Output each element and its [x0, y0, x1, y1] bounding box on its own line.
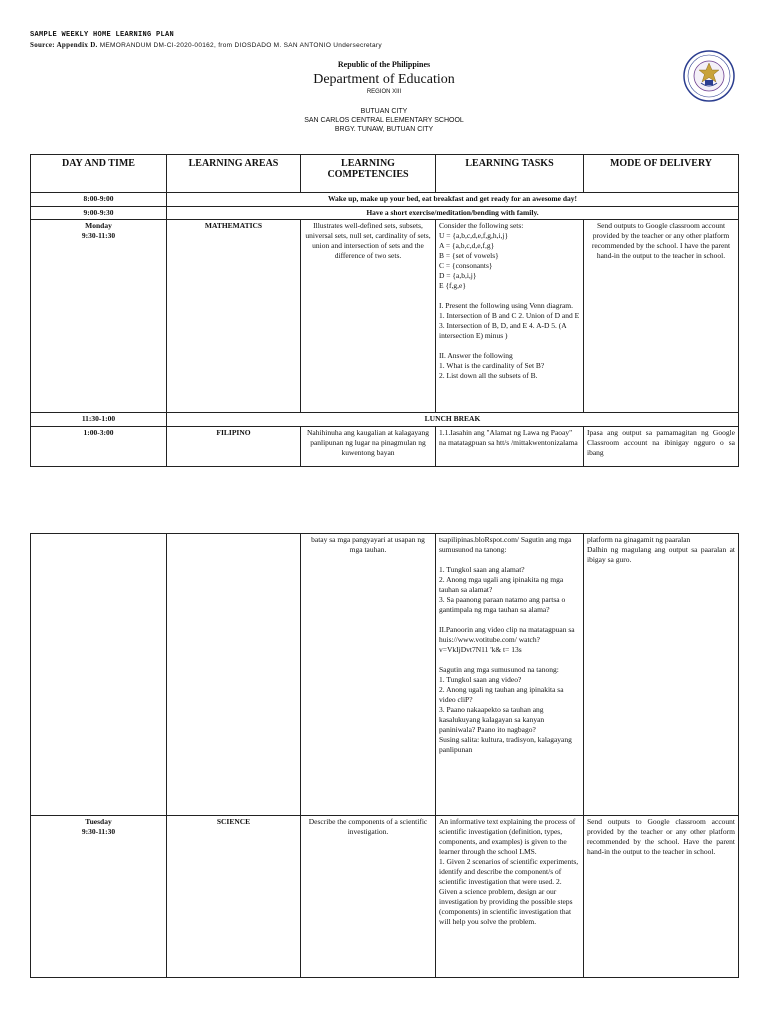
day-time-cell [31, 816, 167, 978]
source-label: Source: Appendix D. [30, 41, 98, 49]
time-cell [31, 534, 167, 816]
learning-area-cell: FILIPINO [167, 427, 301, 467]
time-cell: 11:30-1:00 [31, 413, 167, 427]
table-header-row [31, 155, 739, 193]
mode-cell: Send outputs to Google classroom account provided by the teacher or any other platform recommended by the school. Have the parent hand-in the output to the teacher in school. [584, 816, 739, 978]
competency-cell: Nahihinuha ang kaugalian at kalagayang panlipunan ng lugar na pinagmulan ng kuwentong bayan [301, 427, 436, 467]
day-label: Monday [85, 221, 112, 230]
table-row [31, 534, 739, 816]
table-row [31, 193, 739, 207]
time-cell: 1:00-3:00 [31, 427, 167, 467]
learning-area-cell: MATHEMATICS [167, 220, 301, 413]
activity-cell: LUNCH BREAK [167, 413, 739, 427]
page-gap [0, 470, 768, 533]
column-header: LEARNING TASKS [436, 155, 584, 193]
activity-cell: Wake up, make up your bed, eat breakfast and get ready for an awesome day! [167, 193, 739, 207]
day-label: Tuesday [85, 817, 112, 826]
mode-cell: platform na ginagamit ng paaralan Dalhin ng magulang ang output sa paaralan at ibigay sa guro. [584, 534, 739, 816]
sample-title: SAMPLE WEEKLY HOME LEARNING PLAN [30, 31, 175, 39]
tasks-cell: Consider the following sets: U = {a,b,c,d,e,f,g,h,i,j} A = {a,b,c,d,e,f,g} B = {set of vowels} C = {consonants} D = {a,b,i,j} E {f,g,e} I. Present the following using Venn diagram. 1. Intersection of B and C 2. Union of D and E 3. Intersection of B, D, and E 4. A-D 5. (A intersection E) minus ) II. Answer the following 1. What is the cardinality of Set B? 2. List down all the subsets of B. [436, 220, 584, 413]
competency-cell: Illustrates well-defined sets, subsets, universal sets, null set, cardinality of sets, union and intersection of sets and the difference of two sets. [301, 220, 436, 413]
city-heading: BUTUAN CITY [360, 108, 408, 115]
mode-cell: Send outputs to Google classroom account provided by the teacher or any other platform recommended by the school. I have the parent hand-in the output to the teacher in school. [584, 220, 739, 413]
region-heading: REGION XIII [366, 89, 402, 95]
document-page-1 [0, 0, 768, 470]
time-label: 9:30-11:30 [81, 231, 116, 240]
competency-cell: Describe the components of a scientific investigation. [301, 816, 436, 978]
learning-plan-table [30, 154, 739, 467]
deped-seal-logo [683, 50, 735, 102]
day-time-cell [31, 220, 167, 413]
republic-heading: Republic of the Philippines [337, 60, 431, 69]
learning-area-cell [167, 534, 301, 816]
learning-area-cell: SCIENCE [167, 816, 301, 978]
competency-cell: batay sa mga pangyayari at usapan ng mga tauhan. [301, 534, 436, 816]
source-memo: MEMORANDUM DM-CI-2020-00162, from DIOSDADO M. SAN ANTONIO Undersecretary [99, 42, 382, 49]
time-label: 9:30-11:30 [81, 827, 116, 836]
table-row [31, 207, 739, 220]
column-header: DAY AND TIME [31, 155, 167, 193]
activity-cell: Have a short exercise/meditation/bending with family. [167, 207, 739, 220]
table-row [31, 220, 739, 413]
mode-cell: Ipasa ang output sa pamamagitan ng Google Classroom account na ibinigay ngguro o sa ibang [584, 427, 739, 467]
tasks-cell: 1.1.Iasahin ang "Alamat ng Lawa ng Paoay" na matatagpuan sa htt/s /mittakwentonizalama [436, 427, 584, 467]
school-heading: SAN CARLOS CENTRAL ELEMENTARY SCHOOL [304, 117, 464, 124]
column-header: LEARNING AREAS [167, 155, 301, 193]
tasks-cell: tsapilipinas.bloRspot.com/ Sagutin ang mga sumusunod na tanong: 1. Tungkol saan ang alamat? 2. Anong mga ugali ang ipinakita ng mga tauhan sa alamat? 3. Sa paanong paraan natamo ang partsa o gantimpala ng mga tauhan sa alama? II.Panoorin ang video clip na matatagpuan sa huis://www.votitube.com/ watch? v=VkIjDvt7N11 'k& t= 13s Sagutin ang mga sumusunod na tanong: 1. Tungkol saan ang video? 2. Anong ugali ng tauhan ang ipinakita sa video cliP? 3. Paano nakaapekto sa tauhan ang kasalukuyang kalagayan sa kanyan paniniwala? Paano ito nagbago? Susing salita: kultura, tradisyon, kalagayang panlipunan [436, 534, 584, 816]
department-heading: Department of Education [313, 72, 455, 87]
table-row [31, 816, 739, 978]
column-header: MODE OF DELIVERY [584, 155, 739, 193]
tasks-cell: An informative text explaining the process of scientific investigation (definition, types, components, and examples) is given to the learner through the school LMS. 1. Given 2 scenarios of scientific experiments, identify and describe the component/s of scientific investigation that were used. 2. Given a science problem, design ar our investigation by providing the possible steps (components) in scientific investigation that will help you solve the problem. [436, 816, 584, 978]
table-row [31, 413, 739, 427]
source-line [30, 41, 382, 49]
column-header: LEARNING COMPETENCIES [301, 155, 436, 193]
table-row [31, 427, 739, 467]
time-cell: 9:00-9:30 [31, 207, 167, 220]
address-heading: BRGY. TUNAW, BUTUAN CITY [334, 126, 434, 133]
time-cell: 8:00-9:00 [31, 193, 167, 207]
document-page-2 [0, 533, 768, 1024]
learning-plan-table-continued [30, 533, 739, 978]
